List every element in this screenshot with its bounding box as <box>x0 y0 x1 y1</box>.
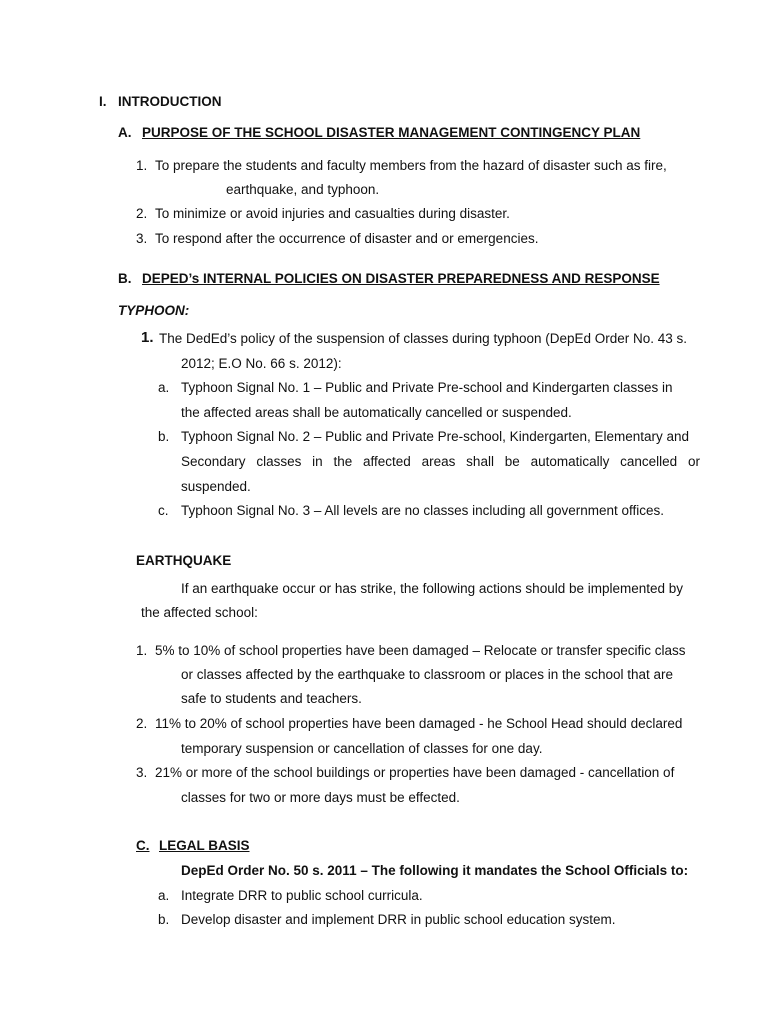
typhoon-sub-c-letter: c. <box>158 503 169 518</box>
section-c-heading: LEGAL BASIS <box>159 838 250 853</box>
typhoon-item-1-text: The DedEd’s policy of the suspension of classes during typhoon (DepEd Order No. 43 s. <box>159 331 688 346</box>
typhoon-item-1-text-cont: 2012; E.O No. 66 s. 2012): <box>181 356 342 371</box>
typhoon-sub-b-letter: b. <box>158 429 170 444</box>
earthquake-item-1-text-cont: or classes affected by the earthquake to classroom or places in the school that are <box>181 667 674 682</box>
section-b-letter: B. <box>118 271 132 286</box>
typhoon-sub-a-text-cont: the affected areas shall be automatically cancelled or suspended. <box>181 405 572 420</box>
section-a-item-1-text: To prepare the students and faculty members from the hazard of disaster such as fire, <box>155 158 667 173</box>
intro-heading: INTRODUCTION <box>118 94 222 109</box>
typhoon-sub-c-text: Typhoon Signal No. 3 – All levels are no classes including all government offices. <box>181 503 665 518</box>
legal-order-line: DepEd Order No. 50 s. 2011 – The following it mandates the School Officials to: <box>181 863 689 878</box>
section-a-letter: A. <box>118 125 132 140</box>
section-a-item-1-text-cont: earthquake, and typhoon. <box>226 182 380 197</box>
earthquake-item-2-text: 11% to 20% of school properties have been damaged - he School Head should declared <box>155 716 683 731</box>
earthquake-item-1-text-cont-2: safe to students and teachers. <box>181 691 362 706</box>
legal-item-a-text: Integrate DRR to public school curricula. <box>181 888 423 903</box>
section-a-item-1-num: 1. <box>136 158 148 173</box>
earthquake-item-2-num: 2. <box>136 716 148 731</box>
earthquake-intro-cont: the affected school: <box>141 605 258 620</box>
intro-numeral: I. <box>99 94 107 109</box>
typhoon-sub-b-text: Typhoon Signal No. 2 – Public and Private Pre-school, Kindergarten, Elementary and <box>181 429 690 444</box>
earthquake-item-3-num: 3. <box>136 765 148 780</box>
typhoon-sub-a-text: Typhoon Signal No. 1 – Public and Private Pre-school and Kindergarten classes in <box>181 380 673 395</box>
earthquake-heading: EARTHQUAKE <box>136 553 232 568</box>
legal-item-a-letter: a. <box>158 888 170 903</box>
earthquake-item-3-text: 21% or more of the school buildings or properties have been damaged - cancellation of <box>155 765 675 780</box>
earthquake-intro: If an earthquake occur or has strike, the following actions should be implemented by <box>181 581 684 596</box>
earthquake-item-2-text-cont: temporary suspension or cancellation of classes for one day. <box>181 741 543 756</box>
section-a-item-2-num: 2. <box>136 206 148 221</box>
section-a-item-3-num: 3. <box>136 231 148 246</box>
typhoon-item-1-num: 1. <box>141 329 154 346</box>
earthquake-item-1-text: 5% to 10% of school properties have been damaged – Relocate or transfer specific class <box>155 643 686 658</box>
typhoon-sub-a-letter: a. <box>158 380 170 395</box>
section-a-item-2-text: To minimize or avoid injuries and casualties during disaster. <box>155 206 510 221</box>
legal-item-b-letter: b. <box>158 912 170 927</box>
section-c-letter: C. <box>136 838 150 853</box>
earthquake-item-1-num: 1. <box>136 643 148 658</box>
section-b-heading: DEPED’s INTERNAL POLICIES ON DISASTER PREPAREDNESS AND RESPONSE <box>142 271 660 286</box>
typhoon-sub-b-text-cont-2: suspended. <box>181 479 251 494</box>
section-a-heading: PURPOSE OF THE SCHOOL DISASTER MANAGEMENT CONTINGENCY PLAN <box>142 125 641 140</box>
section-a-item-3-text: To respond after the occurrence of disaster and or emergencies. <box>155 231 539 246</box>
typhoon-sub-b-text-cont: Secondary classes in the affected areas shall be automatically cancelled or <box>181 454 700 469</box>
earthquake-item-3-text-cont: classes for two or more days must be effected. <box>181 790 460 805</box>
typhoon-heading: TYPHOON: <box>118 303 190 318</box>
legal-item-b-text: Develop disaster and implement DRR in public school education system. <box>181 912 616 927</box>
